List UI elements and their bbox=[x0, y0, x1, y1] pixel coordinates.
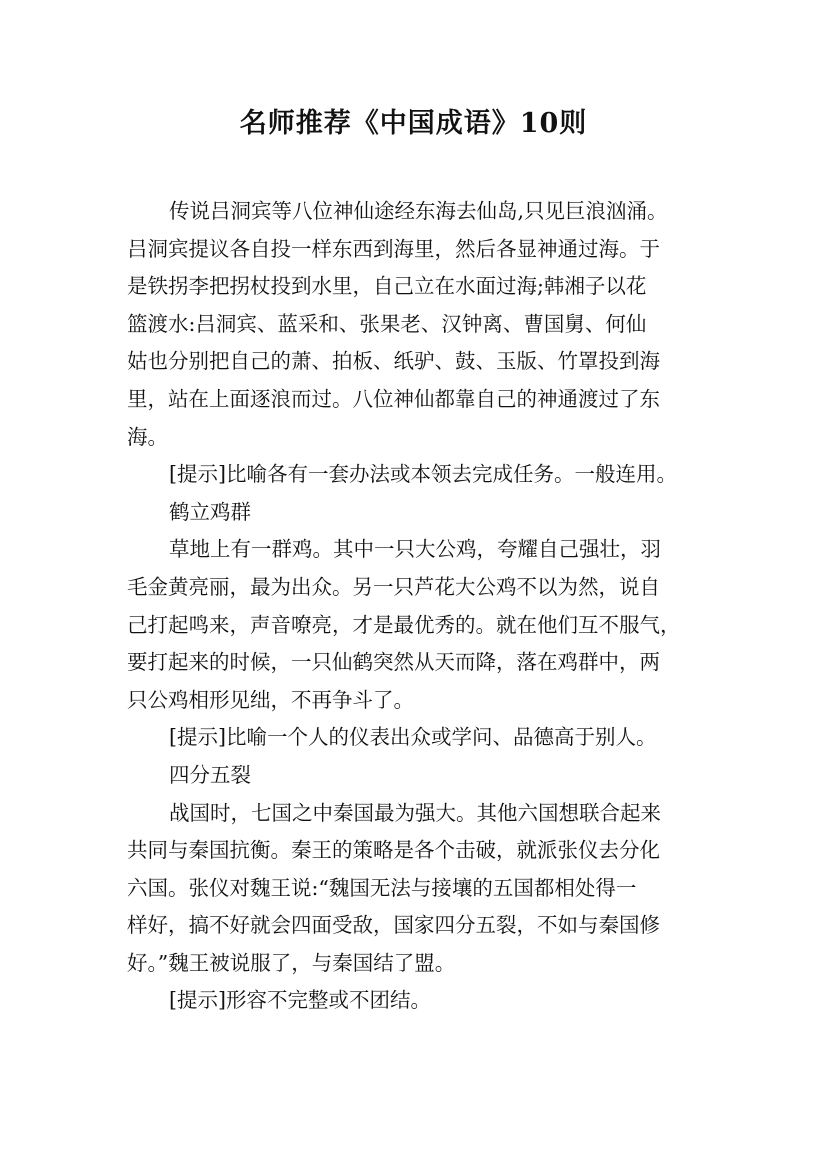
document-body bbox=[127, 193, 707, 1020]
paragraph-line: 海。 bbox=[127, 424, 168, 449]
paragraph-line: 毛金黄亮丽，最为出众。另一只芦花大公鸡不以为然，说自 bbox=[127, 574, 660, 599]
document-title: 名师推荐《中国成语》10则 bbox=[239, 108, 588, 139]
hint-line: [提示]比喻各有一套办法或本领去完成任务。一般连用。 bbox=[169, 462, 677, 487]
paragraph-line: 好。”魏王被说服了，与秦国结了盟。 bbox=[127, 950, 456, 975]
paragraph-line: 吕洞宾提议各自投一样东西到海里，然后各显神通过海。于 bbox=[127, 236, 660, 261]
paragraph-line: 是铁拐李把拐杖投到水里，自己立在水面过海;韩湘子以花 bbox=[127, 274, 647, 299]
hint-line: [提示]比喻一个人的仪表出众或学问、品德高于别人。 bbox=[169, 725, 657, 750]
hint-line: [提示]形容不完整或不团结。 bbox=[169, 988, 431, 1013]
paragraph-line: 草地上有一群鸡。其中一只大公鸡，夸耀自己强壮，羽 bbox=[169, 537, 661, 562]
paragraph-line: 样好，搞不好就会四面受敌，国家四分五裂，不如与秦国修 bbox=[127, 913, 660, 938]
paragraph-line: 只公鸡相形见绌，不再争斗了。 bbox=[127, 687, 414, 712]
paragraph-line: 传说吕洞宾等八位神仙途经东海去仙岛,只见巨浪汹涌。 bbox=[169, 199, 668, 223]
paragraph-line: 六国。张仪对魏王说:“魏国无法与接壤的五国都相处得一 bbox=[127, 875, 637, 900]
paragraph-line: 姑也分别把自己的萧、拍板、纸驴、鼓、玉版、竹罩投到海 bbox=[127, 349, 660, 374]
paragraph-line: 里，站在上面逐浪而过。八位神仙都靠自己的神通渡过了东 bbox=[127, 386, 660, 411]
paragraph-line: 共同与秦国抗衡。秦王的策略是各个击破，就派张仪去分化 bbox=[127, 838, 660, 863]
paragraph-line: 篮渡水:吕洞宾、蓝采和、张果老、汉钟离、曹国舅、何仙 bbox=[127, 311, 647, 336]
paragraph-line: 己打起鸣来，声音嘹亮，才是最优秀的。就在他们互不服气， bbox=[127, 612, 681, 637]
paragraph-line: 要打起来的时候，一只仙鹤突然从天而降，落在鸡群中，两 bbox=[127, 650, 660, 675]
paragraph-line: 战国时，七国之中秦国最为强大。其他六国想联合起来 bbox=[169, 800, 661, 825]
idiom-heading: 鹤立鸡群 bbox=[169, 499, 251, 524]
idiom-heading: 四分五裂 bbox=[169, 762, 251, 787]
